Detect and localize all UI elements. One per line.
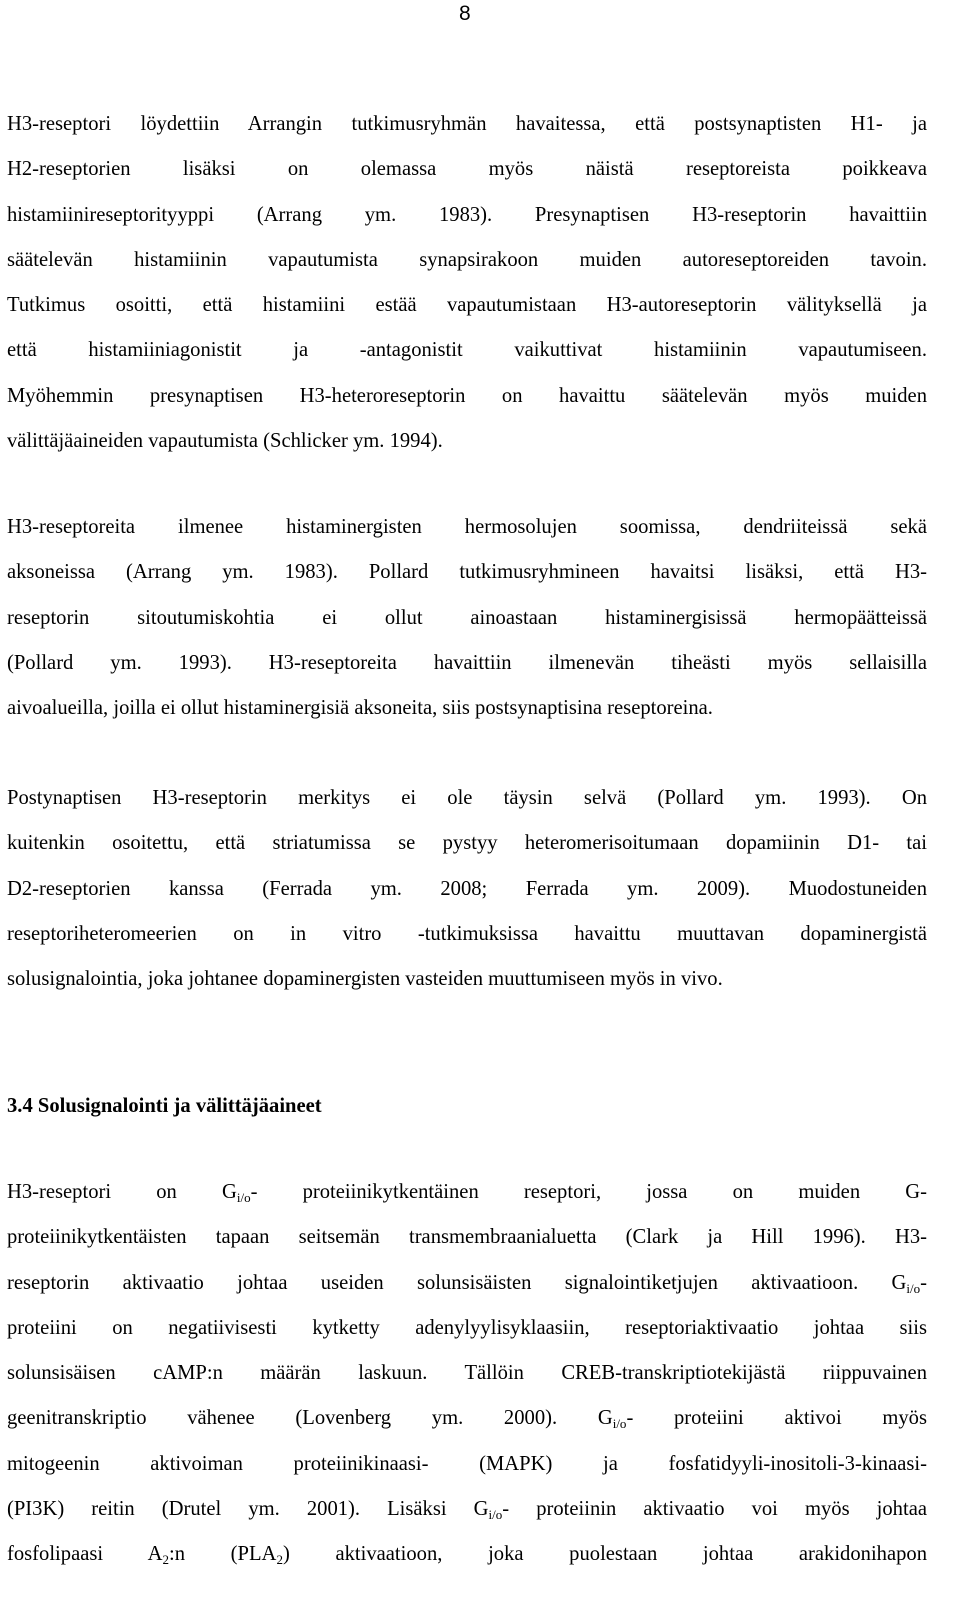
text-line: fosfolipaasi $A_2:n$ $(PLA_2)$ aktivaatioon, joka puolestaan johtaa arakidonihapon bbox=[7, 1543, 927, 1568]
text-line: proteiini on negatiivisesti kytketty adenylyylisyklaasiin, reseptoriaktivaatio johtaa siis bbox=[7, 1316, 927, 1339]
text-line: Tutkimus osoitti, että histamiini estää vapautumistaan H3-autoreseptorin välityksellä ja bbox=[7, 294, 927, 317]
text-line: reseptorin aktivaatio johtaa useiden solunsisäisten signalointiketjujen aktivaatioon. $G_{i/o}-$ bbox=[7, 1271, 927, 1296]
paragraph-signalling bbox=[7, 1170, 927, 1578]
text-line: H3-reseptoreita ilmenee histaminergisten hermosolujen soomissa, dendriiteissä sekä bbox=[7, 516, 927, 538]
text-line: mitogeenin aktivoiman proteiinikinaasi- (MAPK) ja fosfatidyyli-inositoli-3-kinaasi- bbox=[7, 1452, 927, 1475]
paragraph-h3-discovery bbox=[7, 102, 927, 464]
text-line: H2-reseptorien lisäksi on olemassa myös näistä reseptoreista poikkeava bbox=[7, 158, 927, 181]
text-line: että histamiiniagonistit ja -antagonistit vaikuttivat histamiinin vapautumiseen. bbox=[7, 339, 927, 362]
text-line: Postynaptisen H3-reseptorin merkitys ei ole täysin selvä (Pollard ym. 1993). On bbox=[7, 787, 927, 809]
paragraph-h3-expression bbox=[7, 505, 927, 731]
text-line: reseptorin sitoutumiskohtia ei ollut ainoastaan histaminergisissä hermopäätteissä bbox=[7, 606, 927, 629]
text-line: D2-reseptorien kanssa (Ferrada ym. 2008; Ferrada ym. 2009). Muodostuneiden bbox=[7, 877, 927, 900]
text-line: H3-reseptori on $G_{i/o}-$ proteiinikytkentäinen reseptori, jossa on muiden G- bbox=[7, 1181, 927, 1205]
page-number: 8 bbox=[459, 2, 471, 25]
text-line: välittäjäaineiden vapautumista (Schlicker ym. 1994). bbox=[7, 430, 443, 453]
text-line: (Pollard ym. 1993). H3-reseptoreita havaittiin ilmenevän tiheästi myös sellaisilla bbox=[7, 651, 927, 674]
text-line: H3-reseptori löydettiin Arrangin tutkimusryhmän havaitessa, että postsynaptisten H1- ja bbox=[7, 113, 927, 135]
text-line: reseptoriheteromeerien on in vitro -tutkimuksissa havaittu muuttavan dopaminergistä bbox=[7, 922, 927, 945]
text-line: proteiinikytkentäisten tapaan seitsemän transmembraanialuetta (Clark ja Hill 1996). H3- bbox=[7, 1226, 927, 1249]
text-line: kuitenkin osoitettu, että striatumissa se pystyy heteromerisoitumaan dopamiinin D1- tai bbox=[7, 832, 927, 855]
text-line: histamiinireseptorityyppi (Arrang ym. 1983). Presynaptisen H3-reseptorin havaittiin bbox=[7, 203, 927, 226]
text-line: aivoalueilla, joilla ei ollut histaminergisiä aksoneita, siis postsynaptisina reseptoreina. bbox=[7, 697, 713, 720]
text-line: geenitranskriptio vähenee (Lovenberg ym. 2000). $G_{i/o}-$ proteiini aktivoi myös bbox=[7, 1407, 927, 1432]
section-heading: 3.4 Solusignalointi ja välittäjäaineet bbox=[7, 1095, 322, 1117]
text-line: solusignalointia, joka johtanee dopaminergisten vasteiden muuttumiseen myös in vivo. bbox=[7, 968, 723, 991]
text-line: säätelevän histamiinin vapautumista synapsirakoon muiden autoreseptoreiden tavoin. bbox=[7, 248, 927, 271]
text-line: Myöhemmin presynaptisen H3-heteroreseptorin on havaittu säätelevän myös muiden bbox=[7, 384, 927, 407]
text-line: (PI3K) reitin (Drutel ym. 2001). Lisäksi $G_{i/o}-$ proteiinin aktivaatio voi myös johtaa bbox=[7, 1498, 927, 1523]
text-line: solunsisäisen cAMP:n määrän laskuun. Tällöin CREB-transkriptiotekijästä riippuvainen bbox=[7, 1362, 927, 1385]
text-line: aksoneissa (Arrang ym. 1983). Pollard tutkimusryhmineen havaitsi lisäksi, että H3- bbox=[7, 561, 927, 584]
paragraph-postsynaptic bbox=[7, 776, 927, 1002]
